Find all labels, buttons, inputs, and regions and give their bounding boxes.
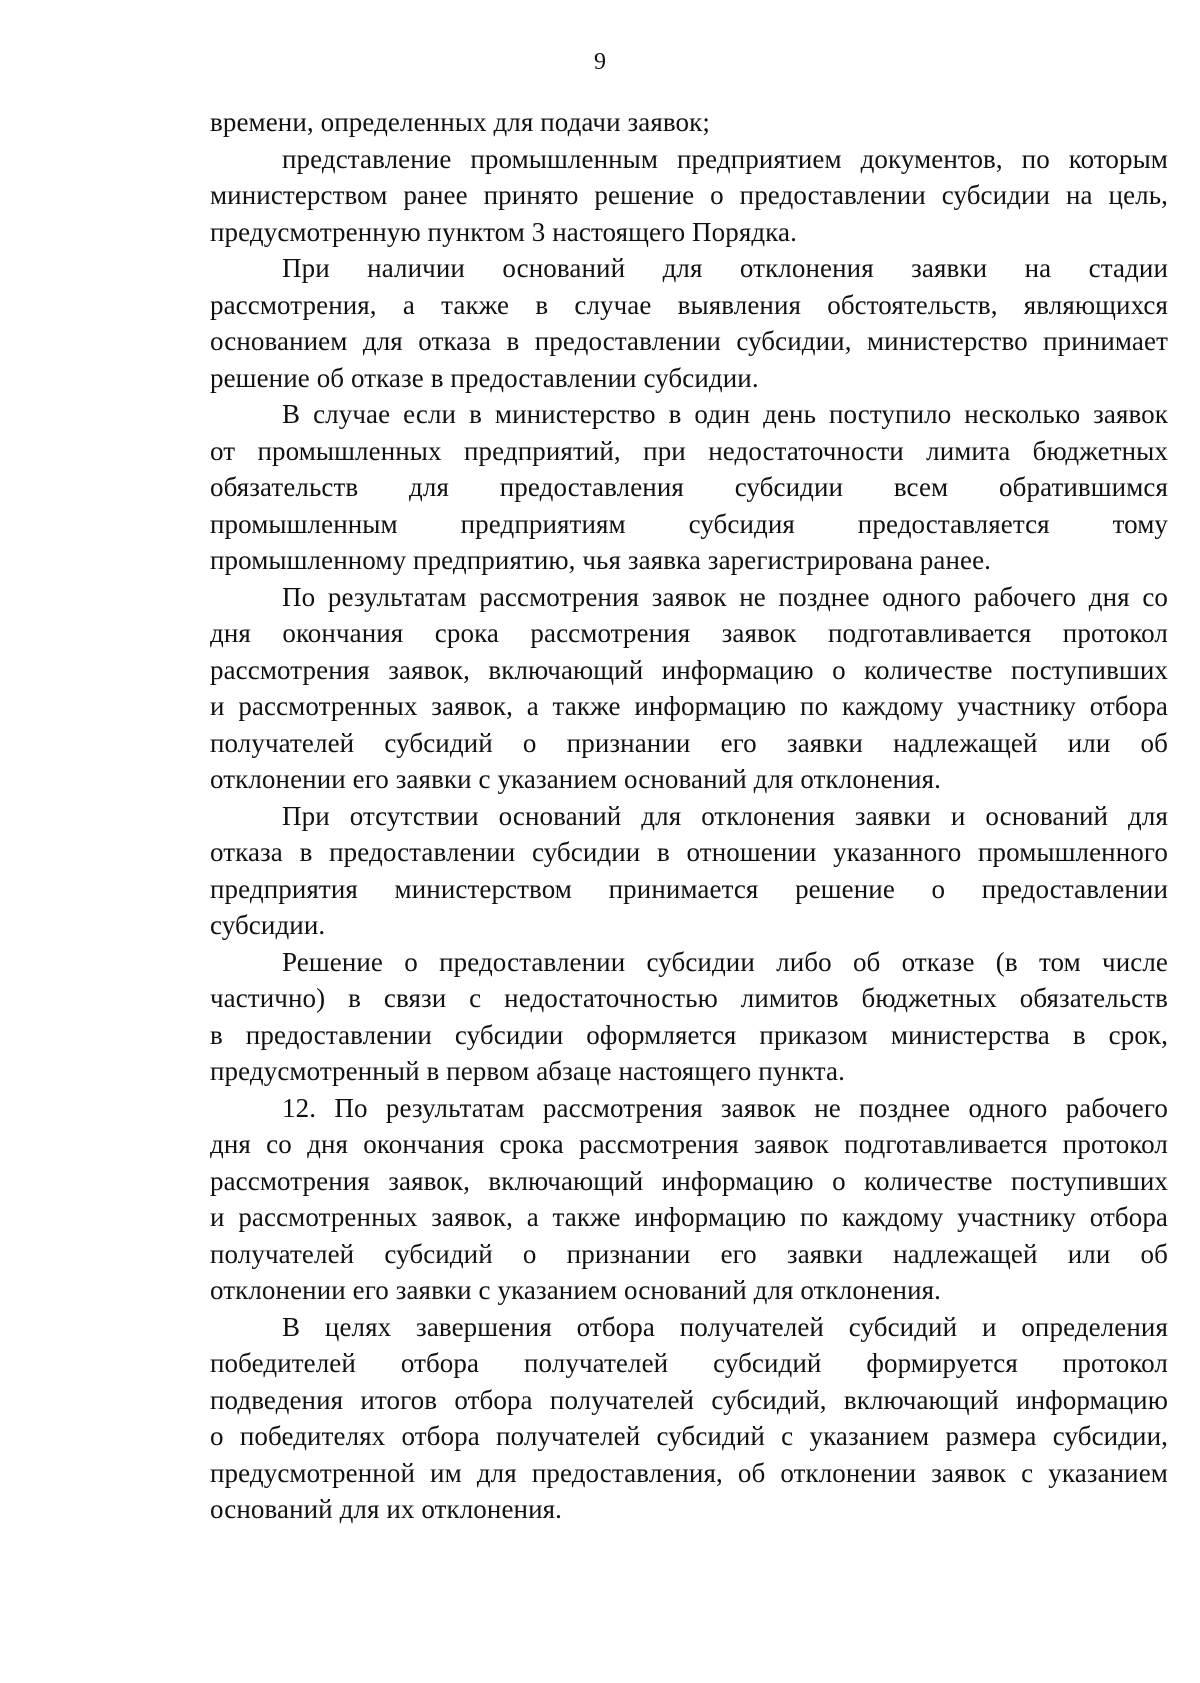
paragraph bbox=[210, 579, 1168, 798]
paragraph bbox=[210, 1309, 1168, 1528]
text-line: промышленному предприятию, чья заявка зарегистрирована ранее. bbox=[210, 545, 992, 575]
text-line: При наличии оснований для отклонения заявки на стадии bbox=[282, 253, 1168, 283]
text-line: рассмотрения заявок, включающий информацию о количестве поступивших bbox=[210, 1165, 1168, 1196]
text-line: получателей субсидий о признании его заявки надлежащей или об bbox=[210, 727, 1168, 758]
text-line: о победителях отбора получателей субсидий с указанием размера субсидии, bbox=[210, 1421, 1168, 1451]
text-line: предприятия министерством принимается решение о предоставлении bbox=[210, 873, 1168, 904]
page-number: 9 bbox=[594, 49, 606, 75]
text-line: частично) в связи с недостаточностью лимитов бюджетных обязательств bbox=[210, 983, 1168, 1013]
text-line: отказа в предоставлении субсидии в отношении указанного промышленного bbox=[210, 837, 1168, 867]
paragraph bbox=[210, 141, 1168, 251]
text-line: времени, определенных для подачи заявок; bbox=[210, 107, 710, 137]
document-body bbox=[210, 104, 1168, 1528]
text-line: и рассмотренных заявок, а также информацию по каждому участнику отбора bbox=[210, 1202, 1168, 1232]
text-line: При отсутствии оснований для отклонения заявки и оснований для bbox=[282, 800, 1168, 831]
text-line: министерством ранее принято решение о предоставлении субсидии на цель, bbox=[210, 180, 1168, 210]
text-line: в предоставлении субсидии оформляется приказом министерства в срок, bbox=[210, 1019, 1168, 1050]
text-line: Решение о предоставлении субсидии либо об отказе (в том числе bbox=[282, 946, 1168, 977]
text-line: от промышленных предприятий, при недостаточности лимита бюджетных bbox=[210, 435, 1168, 466]
text-line: подведения итогов отбора получателей субсидий, включающий информацию bbox=[210, 1384, 1168, 1415]
text-line: отклонении его заявки с указанием оснований для отклонения. bbox=[210, 764, 942, 794]
text-line: получателей субсидий о признании его заявки надлежащей или об bbox=[210, 1238, 1168, 1269]
text-line: и рассмотренных заявок, а также информацию по каждому участнику отбора bbox=[210, 691, 1168, 721]
paragraph bbox=[210, 396, 1168, 579]
text-line: предусмотренной им для предоставления, об отклонении заявок с указанием bbox=[210, 1457, 1168, 1488]
text-line: предусмотренную пунктом 3 настоящего Порядка. bbox=[210, 216, 797, 247]
paragraph bbox=[210, 944, 1168, 1090]
text-line: основанием для отказа в предоставлении субсидии, министерство принимает bbox=[210, 326, 1168, 356]
text-line: субсидии. bbox=[210, 910, 326, 940]
paragraph bbox=[210, 798, 1168, 944]
text-line: решение об отказе в предоставлении субсидии. bbox=[210, 362, 759, 393]
paragraph-continuation bbox=[210, 104, 1168, 141]
text-line: обязательств для предоставления субсидии всем обратившимся bbox=[210, 472, 1168, 502]
text-line: отклонении его заявки с указанием оснований для отклонения. bbox=[210, 1275, 942, 1305]
text-line: дня окончания срока рассмотрения заявок подготавливается протокол bbox=[210, 618, 1168, 648]
text-line: предусмотренный в первом абзаце настоящего пункта. bbox=[210, 1056, 845, 1086]
text-line: 12. По результатам рассмотрения заявок не позднее одного рабочего bbox=[282, 1092, 1168, 1123]
text-line: победителей отбора получателей субсидий формируется протокол bbox=[210, 1348, 1168, 1378]
text-line: По результатам рассмотрения заявок не позднее одного рабочего дня со bbox=[282, 581, 1168, 612]
paragraph bbox=[210, 1090, 1168, 1309]
text-line: представление промышленным предприятием документов, по которым bbox=[282, 143, 1168, 174]
text-line: промышленным предприятиям субсидия предоставляется тому bbox=[210, 508, 1168, 539]
text-line: оснований для их отклонения. bbox=[210, 1494, 562, 1524]
text-line: рассмотрения заявок, включающий информацию о количестве поступивших bbox=[210, 654, 1168, 685]
text-line: В случае если в министерство в один день поступило несколько заявок bbox=[282, 399, 1168, 429]
text-line: В целях завершения отбора получателей субсидий и определения bbox=[282, 1311, 1168, 1342]
paragraph bbox=[210, 250, 1168, 396]
text-line: дня со дня окончания срока рассмотрения заявок подготавливается протокол bbox=[210, 1129, 1168, 1159]
text-line: рассмотрения, а также в случае выявления обстоятельств, являющихся bbox=[210, 289, 1168, 320]
